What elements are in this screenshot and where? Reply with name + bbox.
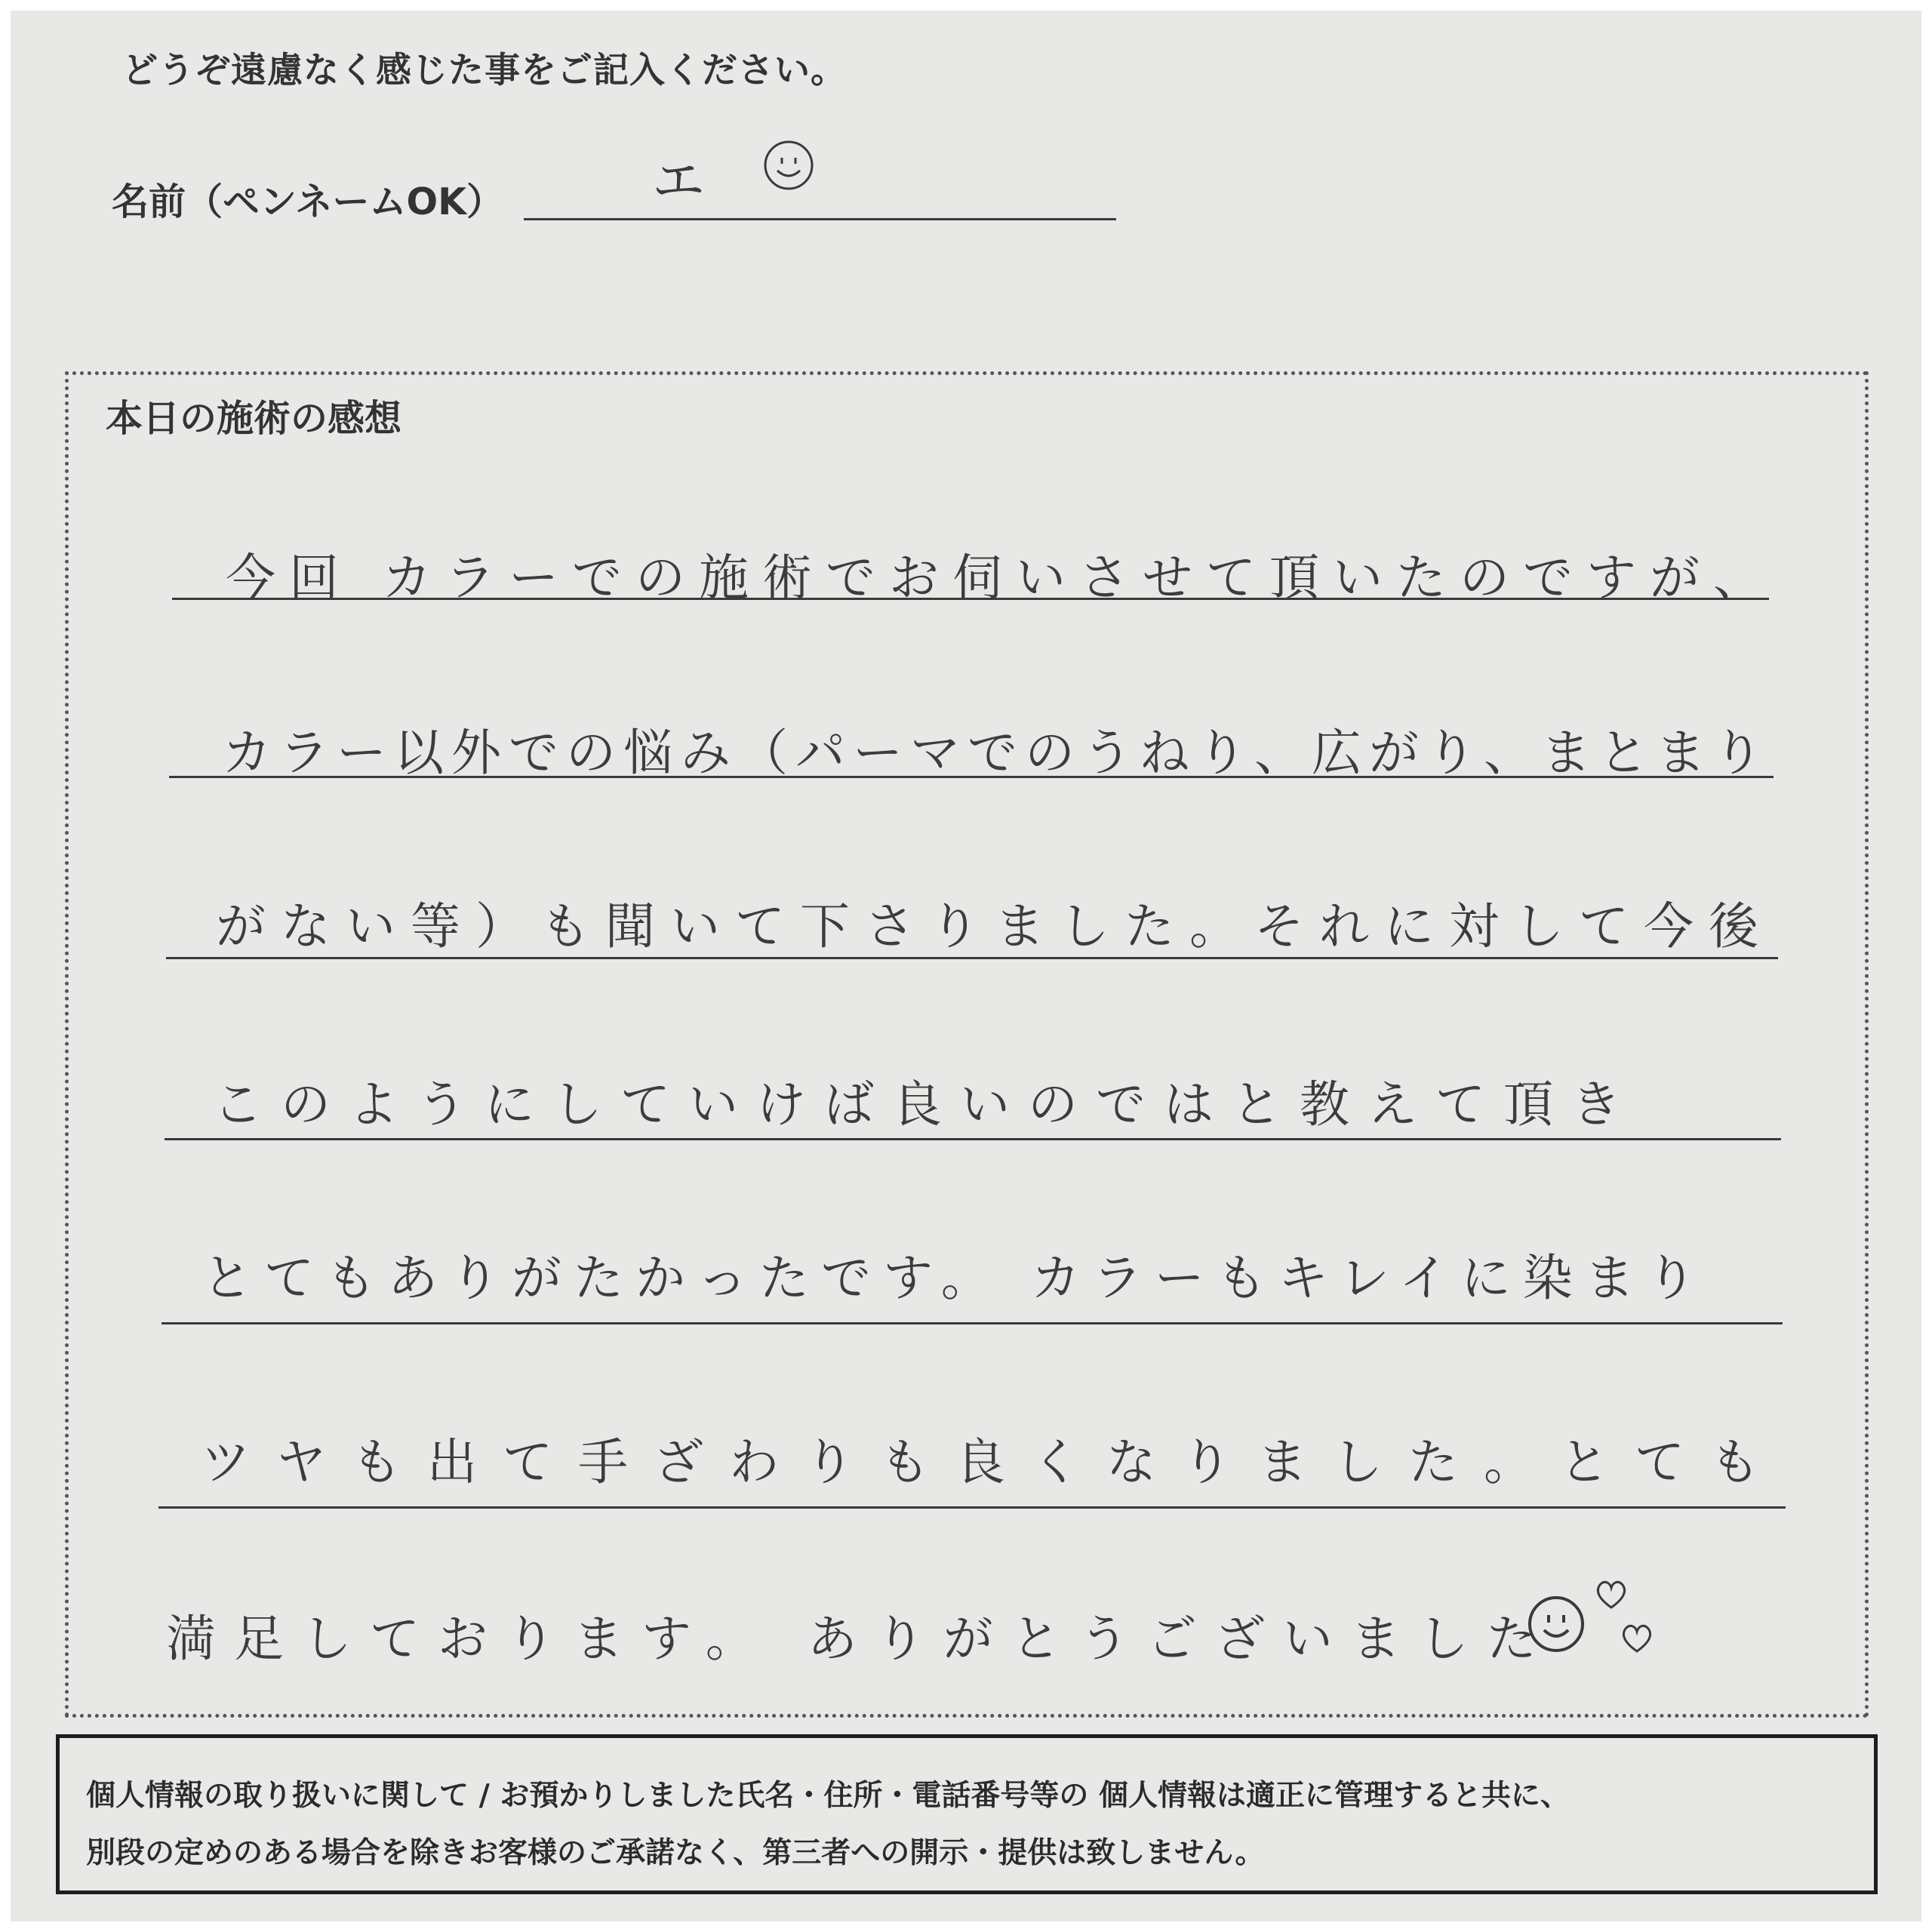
privacy-notice-line2: 別段の定めのある場合を除きお客様のご承諾なく、第三者への開示・提供は致しません。 — [86, 1835, 1265, 1870]
name-value: エ — [652, 150, 705, 212]
writing-line — [158, 1506, 1786, 1509]
handwritten-line: ツヤも出て手ざわりも良くなりました。とても — [201, 1433, 1786, 1491]
writing-line — [165, 1138, 1781, 1140]
intro-text: どうぞ遠慮なく感じた事をご記入ください。 — [122, 50, 847, 91]
handwritten-line: カラー以外での悩み（パーマでのうねり、広がり、まとまり — [222, 724, 1770, 782]
impression-title: 本日の施術の感想 — [106, 397, 402, 440]
heart-icon — [1620, 1621, 1654, 1656]
name-underline — [524, 218, 1116, 220]
handwritten-line: とてもありがたかったです。 カラーもキレイに染まり — [202, 1249, 1709, 1307]
writing-line — [162, 1322, 1783, 1324]
smile-icon — [762, 139, 815, 192]
survey-sheet — [11, 11, 1921, 1921]
name-label: 名前（ペンネームOK） — [112, 180, 504, 223]
handwritten-line: 今回 カラーでの施術でお伺いさせて頂いたのですが、 — [226, 549, 1777, 607]
heart-icon — [1594, 1577, 1629, 1612]
handwritten-line: 満足しております。 ありがとうございました — [166, 1610, 1555, 1668]
smile-icon — [1526, 1594, 1586, 1654]
privacy-notice-line1: 個人情報の取り扱いに関して / お預かりしました氏名・住所・電話番号等の 個人情報は適正に管理すると共に、 — [86, 1778, 1570, 1813]
handwritten-line: このようにしていけば良いのではと教えて頂き — [213, 1075, 1639, 1134]
handwritten-line: がない等）も聞いて下さりました。それに対して今後 — [216, 897, 1774, 955]
